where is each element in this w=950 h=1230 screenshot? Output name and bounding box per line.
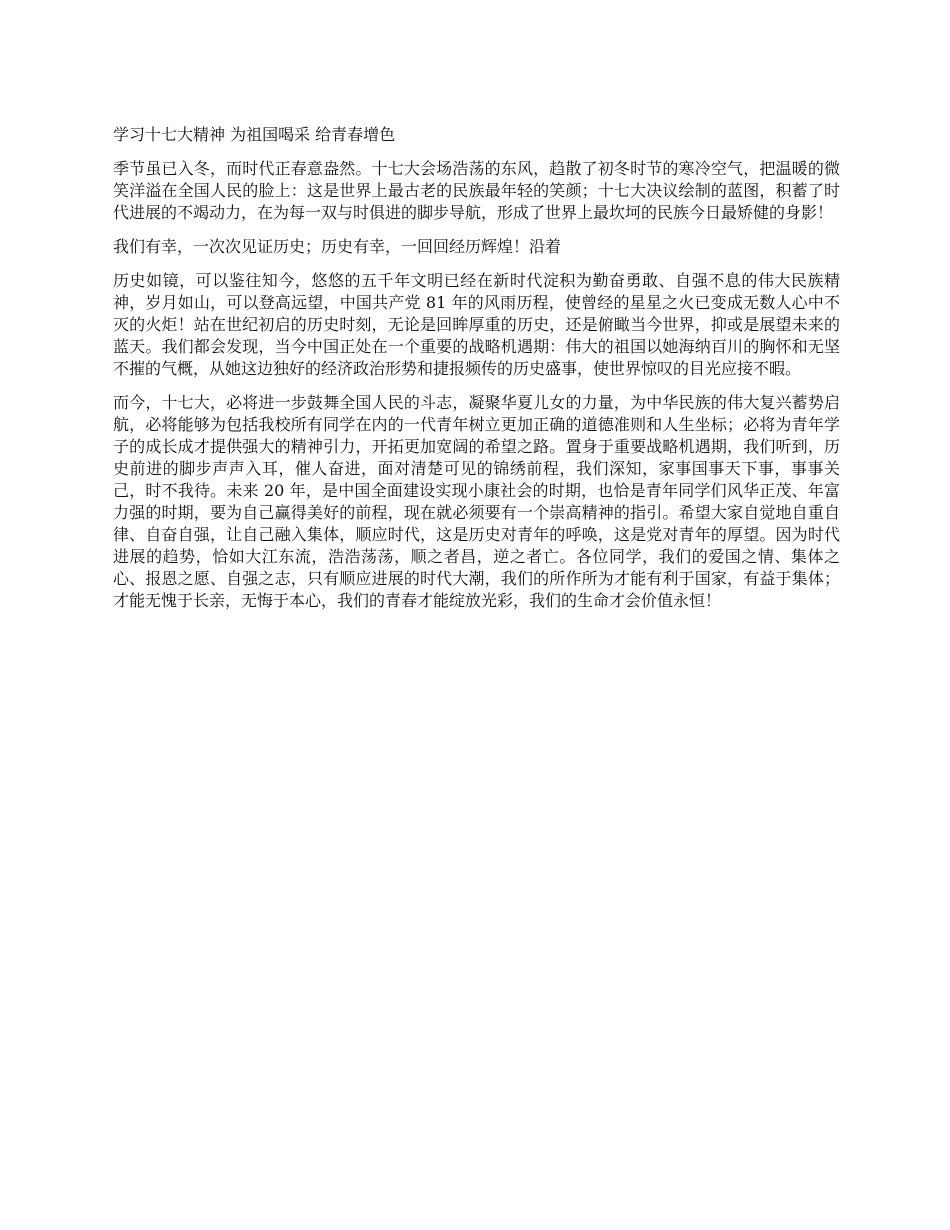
paragraph-4: 而今，十七大，必将进一步鼓舞全国人民的斗志，凝聚华夏儿女的力量，为中华民族的伟大复兴蓄势启航，必将能够为包括我校所有同学在内的一代青年树立更加正确的道德准则和人生坐标；必将为青年学子的成长成才提供强大的精神引力，开拓更加宽阔的希望之路。置身于重要战略机遇期，我们听到，历史前进的脚步声声入耳，催人奋进，面对清楚可见的锦绣前程，我们深知，家事国事天下事，事事关己，时不我待。未来 20 年，是中国全面建设实现小康社会的时期，也恰是青年同学们风华正茂、年富力强的时期，要为自己赢得美好的前程，现在就必须要有一个崇高精神的指引。希望大家自觉地自重自律、自奋自强，让自己融入集体，顺应时代，这是历史对青年的呼唤，这是党对青年的厚望。因为时代进展的趋势，恰如大江东流，浩浩荡荡，顺之者昌，逆之者亡。各位同学，我们的爱国之情、集体之心、报恩之愿、自强之志，只有顺应进展的时代大潮，我们的所作所为才能有利于国家，有益于集体；才能无愧于长亲，无悔于本心，我们的青春才能绽放光彩，我们的生命才会价值永恒！ <box>113 393 840 610</box>
document-title: 学习十七大精神 为祖国喝采 给青春增色 <box>113 125 396 144</box>
paragraph-1: 季节虽已入冬，而时代正春意盎然。十七大会场浩荡的东风，趋散了初冬时节的寒冷空气，把温暖的微笑洋溢在全国人民的脸上：这是世界上最古老的民族最年轻的笑颜；十七大决议绘制的蓝图，积蓄了时代进展的不竭动力，在为每一双与时俱进的脚步导航，形成了世界上最坎坷的民族今日最矫健的身影！ <box>113 159 840 222</box>
document-page <box>113 124 840 624</box>
paragraph-2: 我们有幸，一次次见证历史；历史有幸，一回回经历辉煌！沿着 <box>113 237 562 256</box>
paragraph-3: 历史如镜，可以鉴往知今，悠悠的五千年文明已经在新时代淀积为勤奋勇敢、自强不息的伟大民族精神，岁月如山，可以登高远望，中国共产党 81 年的风雨历程，使曾经的星星之火已变成无数人心中不灭的火炬！站在世纪初启的历史时刻，无论是回眸厚重的历史，还是俯瞰当今世界，抑或是展望未来的蓝天。我们都会发现，当今中国正处在一个重要的战略机遇期：伟大的祖国以她海纳百川的胸怀和无坚不摧的气概，从她这边独好的经济政治形势和捷报频传的历史盛事，使世界惊叹的目光应接不暇。 <box>113 271 840 378</box>
